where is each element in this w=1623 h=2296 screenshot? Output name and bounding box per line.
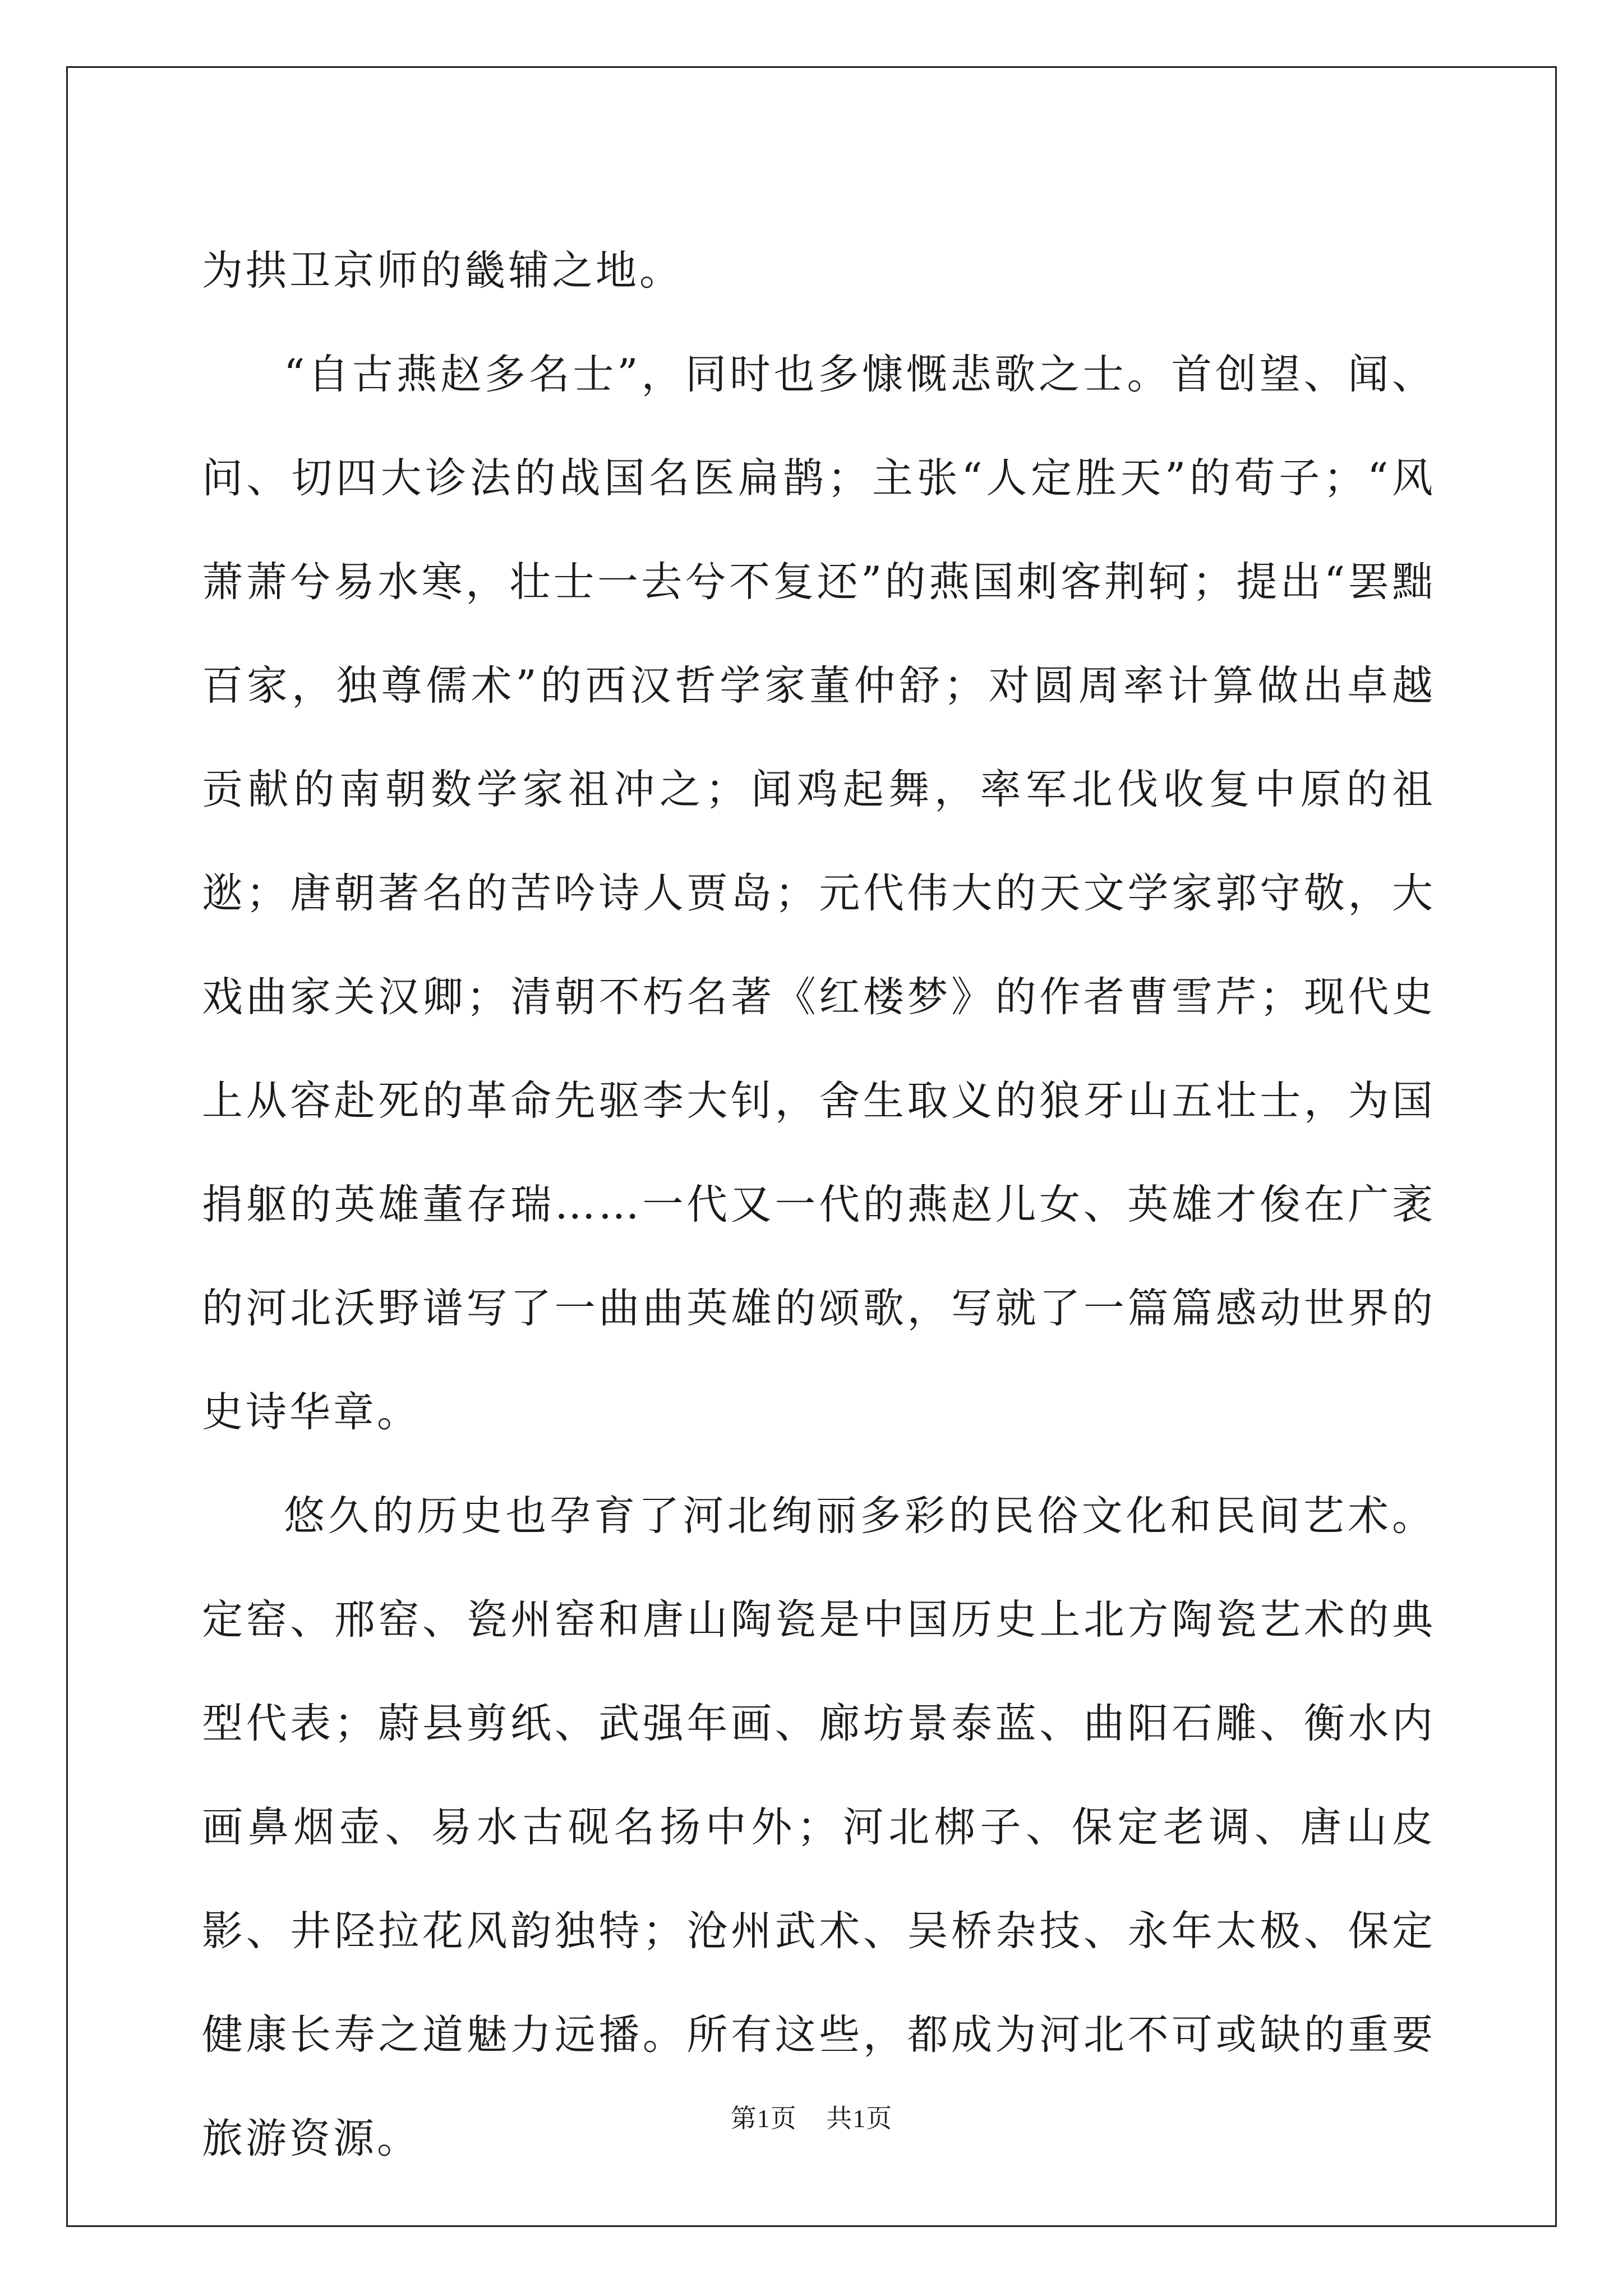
paragraph-2: “自古燕赵多名士”，同时也多慷慨悲歌之士。首创望、闻、问、切四大诊法的战国名医扁鹊；主张“人定胜天”的荀子；“风萧萧兮易水寒，壮士一去兮不复还”的燕国刺客荆轲；提出“罢黜百家，独尊儒术”的西汉哲学家董仲舒；对圆周率计算做出卓越贡献的南朝数学家祖冲之；闻鸡起舞，率军北伐收复中原的祖逖；唐朝著名的苦吟诗人贾岛；元代伟大的天文学家郭守敬，大戏曲家关汉卿；清朝不朽名著《红楼梦》的作者曹雪芹；现代史上从容赴死的革命先驱李大钊，舍生取义的狼牙山五壮士，为国捐躯的英雄董存瑞……一代又一代的燕赵儿女、英雄才俊在广袤的河北沃野谱写了一曲曲英雄的颂歌，写就了一篇篇感动世界的史诗华章。: [202, 351, 1436, 1436]
page-number-total: 共1页: [826, 2104, 893, 2133]
paragraph-1: 为拱卫京师的畿辅之地。: [202, 247, 683, 295]
page-footer: [0, 2098, 1623, 2135]
document-body: [202, 219, 1436, 2191]
page-number-current: 第1页: [730, 2104, 797, 2133]
paragraph-3: 悠久的历史也孕育了河北绚丽多彩的民俗文化和民间艺术。定窑、邢窑、瓷州窑和唐山陶瓷是中国历史上北方陶瓷艺术的典型代表；蔚县剪纸、武强年画、廊坊景泰蓝、曲阳石雕、衡水内画鼻烟壶、易水古砚名扬中外；河北梆子、保定老调、唐山皮影、井陉拉花风韵独特；沧州武术、吴桥杂技、永年太极、保定健康长寿之道魅力远播。所有这些，都成为河北不可或缺的重要旅游资源。: [202, 1492, 1436, 2162]
